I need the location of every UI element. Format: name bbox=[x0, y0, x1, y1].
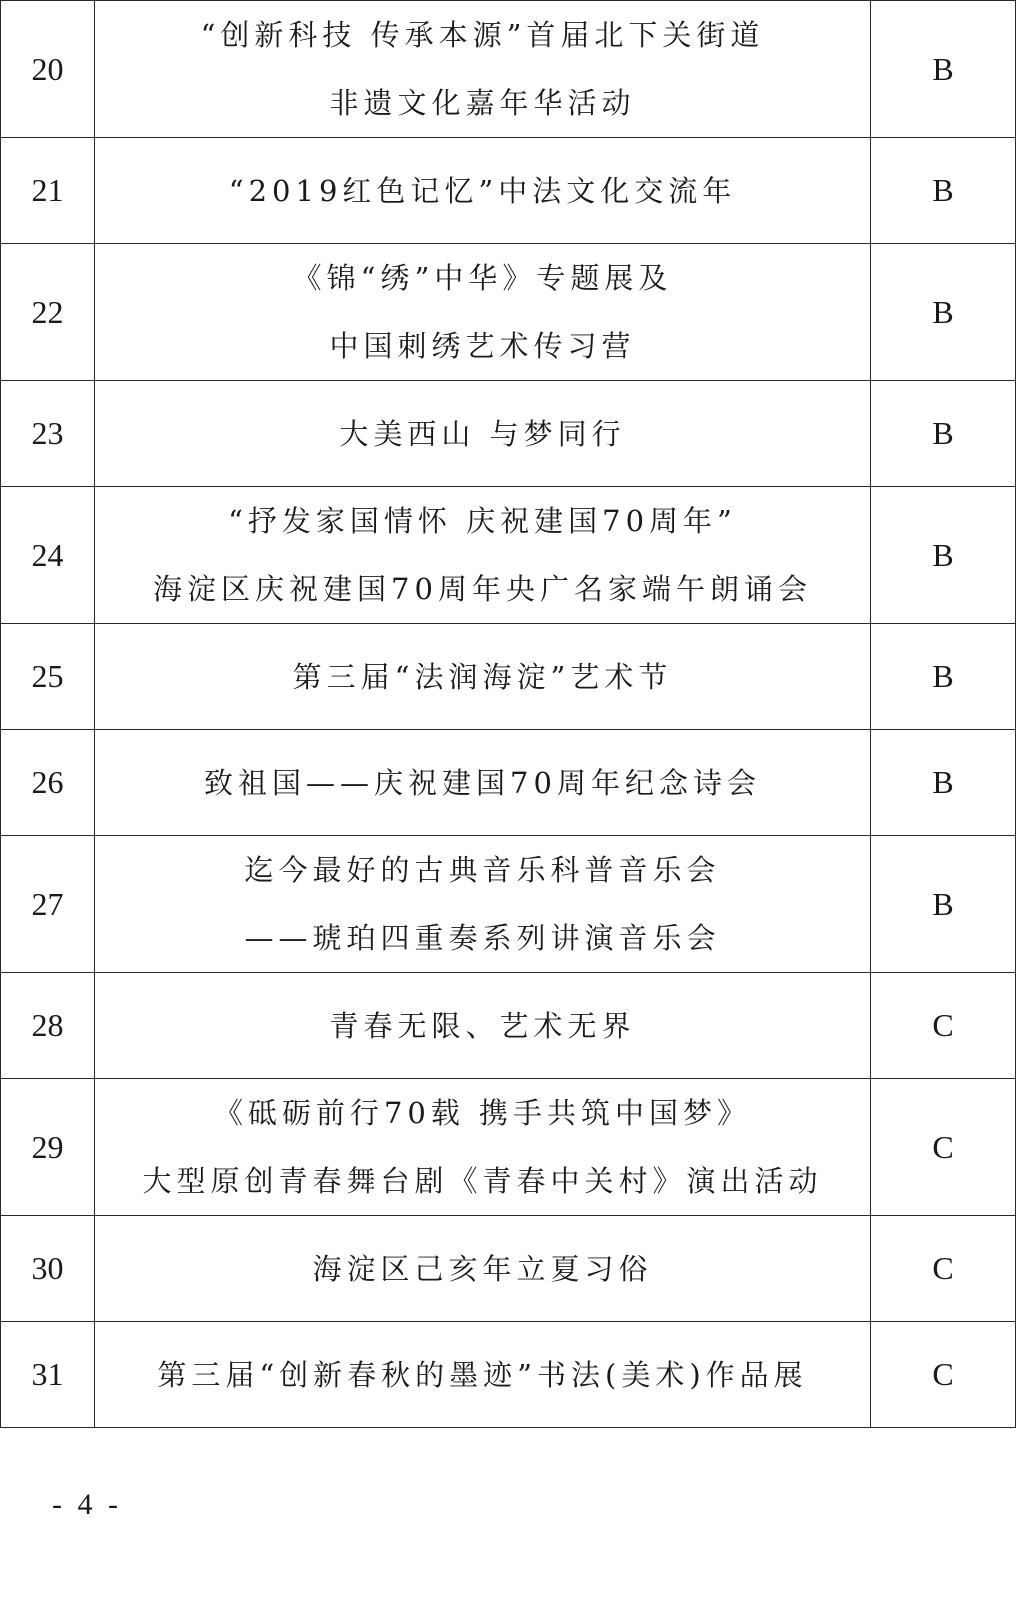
table-row bbox=[1, 487, 1016, 624]
row-number: 22 bbox=[1, 244, 95, 381]
table-row bbox=[1, 730, 1016, 836]
grade: B bbox=[871, 487, 1016, 624]
row-number: 21 bbox=[1, 138, 95, 244]
row-number: 20 bbox=[1, 1, 95, 138]
activity-name-line: 大美西山 与梦同行 bbox=[339, 416, 626, 451]
activity-name-line: 第三届“法润海淀”艺术节 bbox=[292, 659, 673, 694]
activity-name-line: “2019红色记忆”中法文化交流年 bbox=[228, 173, 737, 208]
table-row bbox=[1, 1216, 1016, 1322]
row-number: 24 bbox=[1, 487, 95, 624]
activity-name-line: 《砥砺前行70载 携手共筑中国梦》 bbox=[213, 1096, 752, 1130]
grade: C bbox=[871, 1216, 1016, 1322]
activity-name-line: ——琥珀四重奏系列讲演音乐会 bbox=[244, 921, 721, 955]
table-row bbox=[1, 1, 1016, 138]
activity-name bbox=[95, 1, 871, 138]
activity-name bbox=[95, 487, 871, 624]
table-row bbox=[1, 244, 1016, 381]
grade: B bbox=[871, 836, 1016, 973]
grade: C bbox=[871, 973, 1016, 1079]
grade: B bbox=[871, 138, 1016, 244]
activity-name bbox=[95, 973, 871, 1079]
activity-name-line: 海淀区己亥年立夏习俗 bbox=[312, 1251, 653, 1286]
grade: B bbox=[871, 1, 1016, 138]
activity-name bbox=[95, 1322, 871, 1428]
row-number: 27 bbox=[1, 836, 95, 973]
row-number: 29 bbox=[1, 1079, 95, 1216]
grade: B bbox=[871, 624, 1016, 730]
grade: C bbox=[871, 1322, 1016, 1428]
activity-name-line: 海淀区庆祝建国70周年央广名家端午朗诵会 bbox=[153, 572, 812, 606]
activity-name-line: “创新科技 传承本源”首届北下关街道 bbox=[200, 18, 765, 52]
activity-name bbox=[95, 244, 871, 381]
grade: B bbox=[871, 244, 1016, 381]
activity-name-line: 第三届“创新春秋的墨迹”书法(美术)作品展 bbox=[157, 1357, 808, 1392]
activity-name-line: 《锦“绣”中华》专题展及 bbox=[292, 261, 673, 295]
activity-name-line: 中国刺绣艺术传习营 bbox=[329, 329, 636, 363]
activity-name bbox=[95, 730, 871, 836]
activity-name bbox=[95, 1216, 871, 1322]
activity-name bbox=[95, 138, 871, 244]
activity-name-line: 迄今最好的古典音乐科普音乐会 bbox=[244, 853, 721, 887]
row-number: 31 bbox=[1, 1322, 95, 1428]
table-row bbox=[1, 1079, 1016, 1216]
activity-name bbox=[95, 624, 871, 730]
row-number: 30 bbox=[1, 1216, 95, 1322]
grade: C bbox=[871, 1079, 1016, 1216]
grade: B bbox=[871, 381, 1016, 487]
table-row bbox=[1, 624, 1016, 730]
table-body bbox=[1, 1, 1016, 1428]
table-row bbox=[1, 836, 1016, 973]
table-row bbox=[1, 973, 1016, 1079]
activity-name-line: “抒发家国情怀 庆祝建国70周年” bbox=[228, 504, 737, 538]
activity-name bbox=[95, 381, 871, 487]
activity-name bbox=[95, 836, 871, 973]
activity-name-line: 大型原创青春舞台剧《青春中关村》演出活动 bbox=[142, 1164, 823, 1198]
table-row bbox=[1, 1322, 1016, 1428]
row-number: 28 bbox=[1, 973, 95, 1079]
activity-name-line: 青春无限、艺术无界 bbox=[329, 1008, 636, 1043]
activity-name-line: 非遗文化嘉年华活动 bbox=[329, 86, 636, 120]
row-number: 25 bbox=[1, 624, 95, 730]
row-number: 23 bbox=[1, 381, 95, 487]
row-number: 26 bbox=[1, 730, 95, 836]
activity-name bbox=[95, 1079, 871, 1216]
table-row bbox=[1, 138, 1016, 244]
activity-name-line: 致祖国——庆祝建国70周年纪念诗会 bbox=[204, 765, 761, 800]
table-row bbox=[1, 381, 1016, 487]
page-number: - 4 - bbox=[52, 1488, 122, 1521]
grade: B bbox=[871, 730, 1016, 836]
